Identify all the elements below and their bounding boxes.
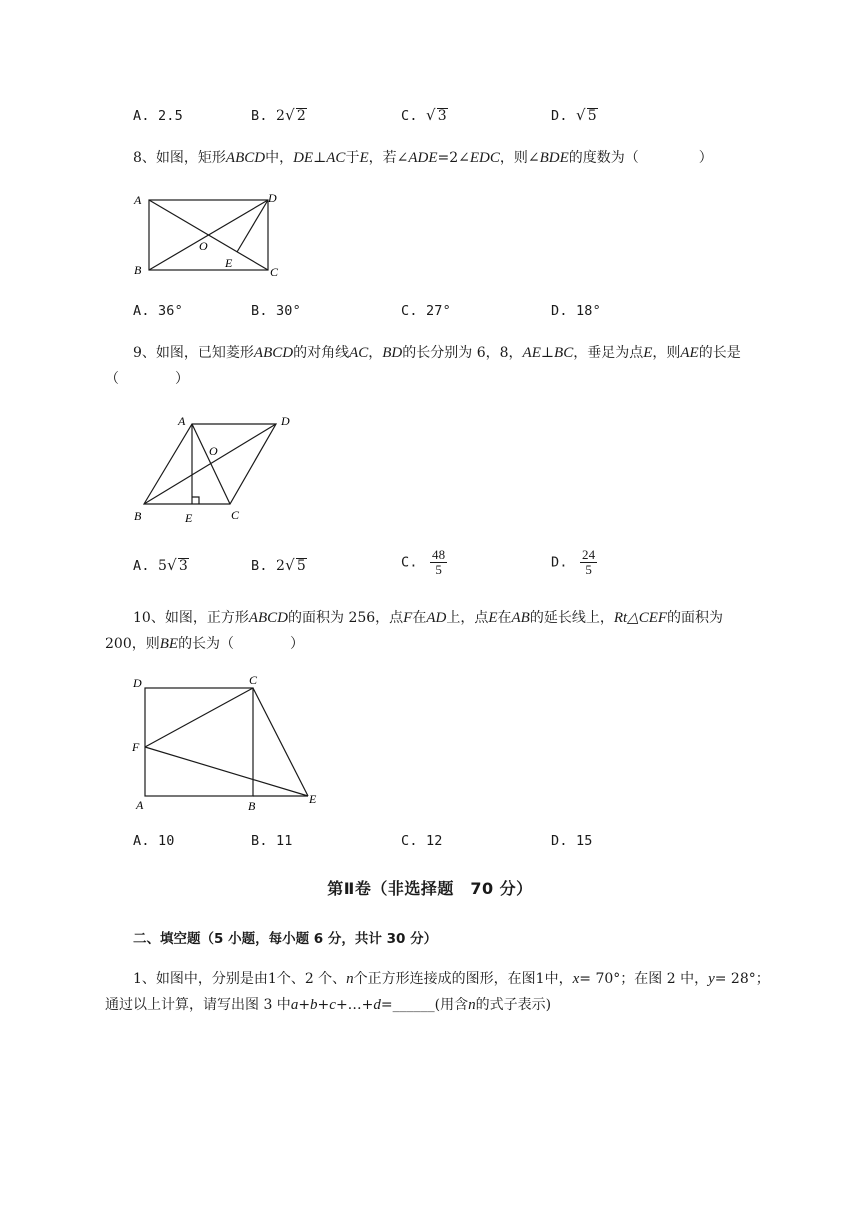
denominator: 5	[585, 562, 593, 577]
numerator: 48	[431, 547, 446, 562]
q7-option-a	[133, 108, 183, 124]
fill1-text: (用含	[434, 997, 469, 1013]
fraction	[580, 548, 597, 577]
fill1-text: +	[298, 997, 311, 1013]
q10-math: BE	[159, 636, 179, 652]
q9-figure	[130, 408, 310, 528]
option-letter: A.	[133, 108, 150, 124]
part2-title: 第Ⅱ卷（非选择题 70 分）	[327, 879, 533, 898]
q10-option-c: C. 12	[401, 833, 443, 849]
q9-text: ⊥	[540, 345, 555, 361]
q8-text: ）	[698, 150, 713, 166]
q8-text: ⊥	[313, 150, 327, 166]
q10-math: Rt△CEF	[613, 610, 668, 626]
q10-text: 在	[412, 610, 427, 626]
coefficient: 2	[275, 558, 286, 574]
fill1-text: 1、如图中，分别是由1个、2 个、	[133, 971, 347, 987]
diagonal-bd	[144, 424, 276, 504]
label-d: D	[268, 191, 277, 205]
fill1-text: +…+	[335, 997, 374, 1013]
q10-stem-line2	[105, 633, 304, 655]
segment-de	[237, 200, 268, 252]
label-e: E	[309, 792, 317, 806]
q8-math: DE	[293, 150, 314, 166]
q8-math: ABCD	[225, 150, 266, 166]
radical-sign-icon: √	[285, 106, 295, 124]
q9-option-d	[551, 548, 597, 577]
q10-text: 200，则	[105, 636, 160, 652]
q9-text: 的对角线	[293, 345, 350, 361]
fill1-text: +	[317, 997, 330, 1013]
label-b: B	[134, 263, 142, 277]
q9-option-c	[401, 548, 447, 577]
label-c: C	[231, 508, 240, 522]
label-e: E	[185, 511, 193, 525]
q9-text: 的长分别为 6，8，	[402, 345, 523, 361]
option-value: 2.5	[157, 108, 183, 124]
q9-option-b	[251, 556, 307, 574]
q8-text: ，若∠	[368, 150, 409, 166]
radical-sign-icon: √	[425, 106, 436, 124]
fill1-math: b	[310, 997, 318, 1013]
label-b: B	[248, 799, 256, 813]
label-f: F	[132, 740, 140, 754]
fill1-math: y	[708, 971, 715, 987]
fill1-math: n	[346, 971, 354, 987]
radicand: 5	[587, 108, 597, 124]
q9-math: AC	[349, 345, 369, 361]
q9-text: 9、如图，已知菱形	[133, 345, 254, 361]
label-a: A	[134, 193, 142, 207]
fill1-text: = 70°；在图 2 中，	[579, 971, 709, 987]
radicand: 3	[178, 558, 188, 574]
label-b: B	[134, 509, 142, 523]
section-heading: 二、填空题（5 小题，每小题 6 分，共计 30 分）	[133, 931, 438, 947]
fill1-text: = 28°；	[714, 971, 770, 987]
q10-text: 的面积为 256，点	[288, 610, 404, 626]
segment-fe	[145, 747, 308, 796]
q8-text: 的度数为（	[568, 150, 639, 166]
q8-option-a: A. 36°	[133, 303, 183, 319]
q8-text: 8、如图，矩形	[133, 150, 226, 166]
q8-option-b: B. 30°	[251, 303, 301, 319]
segment-fc	[145, 688, 253, 747]
q9-math: AE	[680, 345, 699, 361]
square-abcd	[145, 688, 253, 796]
q10-text: 10、如图，正方形	[133, 610, 249, 626]
label-a: A	[136, 798, 144, 812]
radicand: 3	[437, 108, 447, 124]
right-angle-mark	[192, 497, 199, 504]
q10-option-a: A. 10	[133, 833, 175, 849]
fill1-math: n	[468, 997, 476, 1013]
q9-stem-line1	[133, 342, 741, 364]
fill1-text: 通过以上计算，请写出图 3 中	[105, 997, 291, 1013]
q9-math: AE	[522, 345, 541, 361]
q9-text: 的长是	[698, 345, 741, 361]
q7-option-d	[551, 106, 598, 124]
q10-text: 的延长线上，	[529, 610, 614, 626]
q10-text: 上，点	[446, 610, 489, 626]
label-e: E	[225, 256, 233, 270]
label-a: A	[178, 414, 186, 428]
q10-math: F	[403, 610, 413, 626]
q10-math: E	[488, 610, 498, 626]
radicand: 5	[296, 558, 306, 574]
coefficient: 2	[275, 108, 286, 124]
fill1-text: 个正方形连接成的图形，在图1中，	[353, 971, 573, 987]
fill1-text: =	[380, 997, 393, 1013]
answer-blank[interactable]: ______	[392, 997, 435, 1013]
q8-math: BDE	[539, 150, 569, 166]
label-o: O	[209, 444, 218, 458]
numerator: 24	[581, 547, 596, 562]
q7-option-b	[251, 106, 307, 124]
q9-stem-line2: （ ）	[105, 371, 189, 387]
q9-text: ，垂足为点	[573, 345, 644, 361]
fill1-math: d	[373, 997, 381, 1013]
fraction	[430, 548, 447, 577]
q10-option-d: D. 15	[551, 833, 593, 849]
q7-option-c	[401, 106, 448, 124]
fill1-line2	[105, 994, 551, 1016]
q10-math: AB	[511, 610, 530, 626]
fill1-text: 的式子表示)	[475, 997, 552, 1013]
option-letter: B.	[251, 108, 268, 124]
q8-option-d: D. 18°	[551, 303, 601, 319]
option-letter: C.	[401, 108, 418, 124]
label-c: C	[270, 265, 279, 279]
q10-math: AD	[426, 610, 447, 626]
option-letter: D.	[551, 108, 568, 124]
q8-math: E	[359, 150, 369, 166]
q10-text: 在	[497, 610, 512, 626]
q9-math: ABCD	[253, 345, 294, 361]
label-c: C	[249, 673, 258, 687]
option-letter: D.	[551, 554, 568, 571]
radical-sign-icon: √	[575, 106, 586, 124]
q10-math: ABCD	[248, 610, 288, 626]
q8-math: EDC	[469, 150, 500, 166]
q10-figure	[130, 672, 330, 812]
q8-text: =2∠	[437, 150, 470, 166]
q9-text: ，则	[652, 345, 681, 361]
q8-math: ADE	[408, 150, 438, 166]
q8-text: ，则∠	[499, 150, 540, 166]
coefficient: 5	[157, 558, 168, 574]
q10-option-b: B. 11	[251, 833, 293, 849]
q9-math: E	[643, 345, 653, 361]
option-letter: A.	[133, 558, 150, 574]
fill1-math: c	[329, 997, 336, 1013]
q10-text: 的长为（ ）	[178, 636, 305, 652]
radical-sign-icon: √	[285, 556, 295, 574]
q8-text: 于	[345, 150, 360, 166]
q9-math: BD	[382, 345, 403, 361]
q9-text: ，	[368, 345, 383, 361]
q9-option-a	[133, 556, 189, 574]
fill1-line1	[133, 968, 770, 990]
q9-math: BC	[554, 345, 574, 361]
radicand: 2	[296, 108, 306, 124]
q8-text: 中，	[265, 150, 294, 166]
option-letter: B.	[251, 558, 268, 574]
label-d: D	[133, 676, 142, 690]
label-d: D	[281, 414, 290, 428]
q8-option-c: C. 27°	[401, 303, 451, 319]
fill1-math: a	[290, 997, 299, 1013]
option-letter: C.	[401, 554, 418, 571]
q8-figure	[130, 190, 290, 280]
label-o: O	[199, 239, 208, 253]
segment-ce	[253, 688, 308, 796]
q8-stem	[133, 147, 713, 169]
q10-text: 的面积为	[667, 610, 724, 626]
radical-sign-icon: √	[167, 556, 177, 574]
fill1-math: x	[572, 971, 580, 987]
denominator: 5	[435, 562, 443, 577]
q10-stem-line1	[133, 607, 723, 629]
q8-math: AC	[326, 150, 346, 166]
